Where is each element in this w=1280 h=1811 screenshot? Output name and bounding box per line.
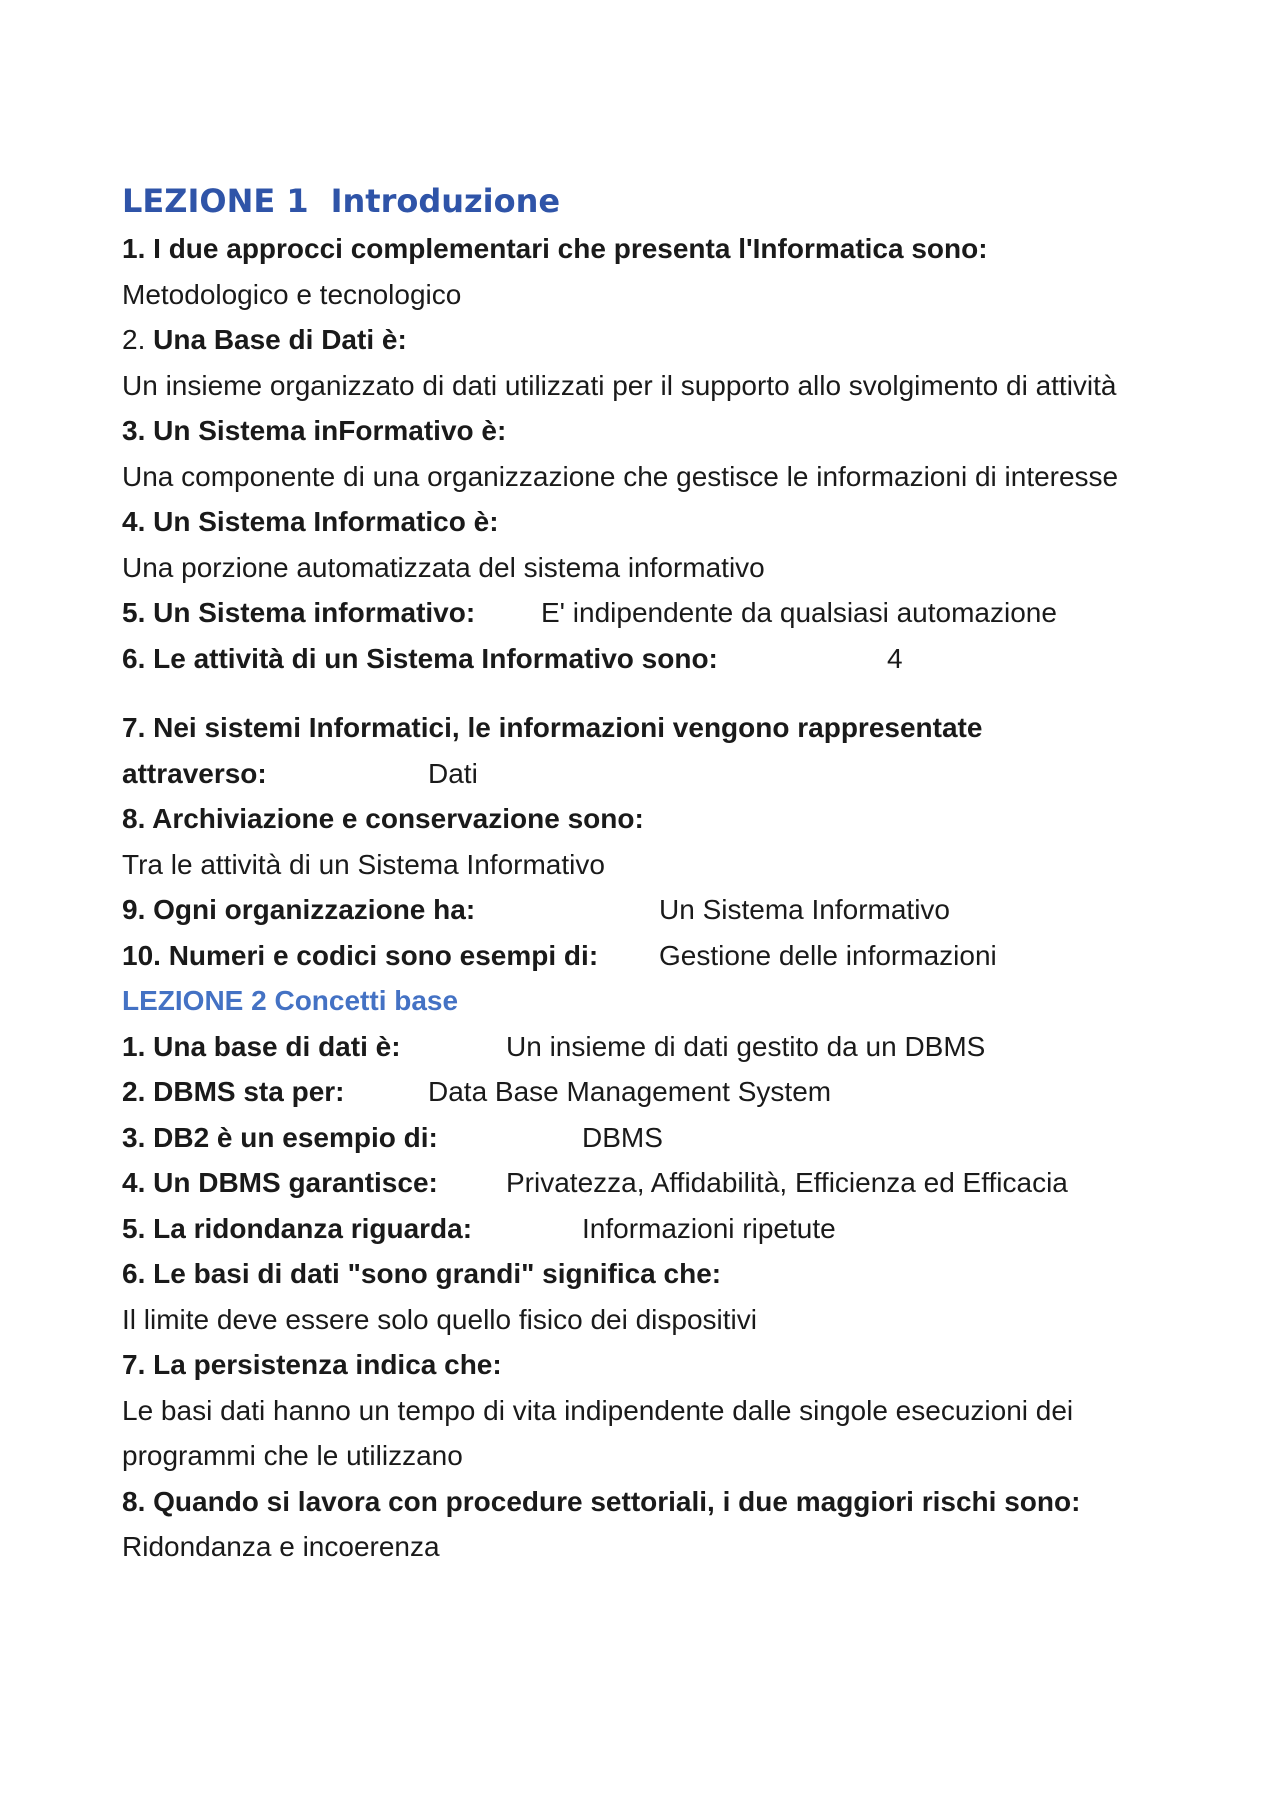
l1-q7-question-line2: attraverso: <box>122 757 267 789</box>
l2-q5 <box>122 1206 1160 1252</box>
l1-q7-question-line1: 7. Nei sistemi Informatici, le informazioni vengono rappresentate <box>122 712 983 743</box>
l2-q1-answer: Un insieme di dati gestito da un DBMS <box>506 1030 986 1062</box>
l2-q5-answer: Informazioni ripetute <box>582 1212 836 1244</box>
l2-q8-answer: Ridondanza e incoerenza <box>122 1531 440 1562</box>
l2-q8-question: 8. Quando si lavora con procedure settoriali, i due maggiori rischi sono: <box>122 1485 1081 1517</box>
l2-q4-question: 4. Un DBMS garantisce: <box>122 1167 438 1198</box>
l2-q6-question: 6. Le basi di dati "sono grandi" significa che: <box>122 1258 722 1289</box>
l1-q2-number: 2. <box>122 324 154 355</box>
l1-q10-question: 10. Numeri e codici sono esempi di: <box>122 939 599 971</box>
l2-q1 <box>122 1024 1160 1070</box>
l1-q7-line2 <box>122 751 1160 797</box>
lesson2-heading: LEZIONE 2 Concetti base <box>122 985 459 1016</box>
l1-q4-question: 4. Un Sistema Informatico è: <box>122 506 499 537</box>
l1-q2-text: Una Base di Dati è: <box>153 324 407 355</box>
l2-q1-question: 1. Una base di dati è: <box>122 1030 401 1062</box>
l1-q4-answer: Una porzione automatizzata del sistema informativo <box>122 551 765 583</box>
l1-q5-question: 5. Un Sistema informativo: <box>122 597 476 628</box>
l2-q6-answer: Il limite deve essere solo quello fisico dei dispositivi <box>122 1303 757 1335</box>
l1-q1-question: 1. I due approcci complementari che presenta l'Informatica sono: <box>122 233 988 264</box>
lesson1-heading-title: Introduzione <box>330 182 561 220</box>
l1-q5-answer: E' indipendente da qualsiasi automazione <box>541 597 1057 628</box>
l2-q2-answer: Data Base Management System <box>428 1076 832 1107</box>
l2-q4-answer: Privatezza, Affidabilità, Efficienza ed Efficacia <box>506 1167 1068 1198</box>
l2-q5-question: 5. La ridondanza riguarda: <box>122 1212 473 1244</box>
l1-q9-question: 9. Ogni organizzazione ha: <box>122 894 476 925</box>
l1-q2-question <box>122 317 1160 363</box>
l2-q7-answer: Le basi dati hanno un tempo di vita indipendente dalle singole esecuzioni dei programmi che le utilizzano <box>122 1394 1074 1471</box>
l1-q10-answer: Gestione delle informazioni <box>659 939 997 971</box>
l2-q2-question: 2. DBMS sta per: <box>122 1076 345 1107</box>
l1-q9-answer: Un Sistema Informativo <box>659 894 950 925</box>
l1-q7-answer: Dati <box>428 757 478 789</box>
l2-q2 <box>122 1069 1160 1115</box>
l1-q1-answer: Metodologico e tecnologico <box>122 278 462 310</box>
l1-q10 <box>122 933 1160 979</box>
spacer <box>122 681 1160 705</box>
l1-q8-answer: Tra le attività di un Sistema Informativo <box>122 848 605 880</box>
l2-q3-question: 3. DB2 è un esempio di: <box>122 1121 438 1153</box>
l2-q7-question: 7. La persistenza indica che: <box>122 1349 502 1380</box>
l1-q2-answer: Un insieme organizzato di dati utilizzati per il supporto allo svolgimento di attività <box>122 369 1117 401</box>
l2-q4 <box>122 1160 1160 1206</box>
l2-q3 <box>122 1115 1160 1161</box>
lesson1-heading-number: LEZIONE 1 <box>122 182 309 220</box>
l1-q6 <box>122 636 1160 682</box>
l1-q3-answer: Una componente di una organizzazione che gestisce le informazioni di interesse <box>122 460 1119 492</box>
l1-q5 <box>122 590 1160 636</box>
l1-q9 <box>122 887 1160 933</box>
l1-q6-answer: 4 <box>887 642 903 674</box>
l1-q6-question: 6. Le attività di un Sistema Informativo sono: <box>122 642 718 674</box>
lesson1-heading <box>122 176 1160 226</box>
l1-q8-question: 8. Archiviazione e conservazione sono: <box>122 803 644 834</box>
l1-q3-question: 3. Un Sistema inFormativo è: <box>122 415 507 446</box>
l2-q3-answer: DBMS <box>582 1121 663 1153</box>
